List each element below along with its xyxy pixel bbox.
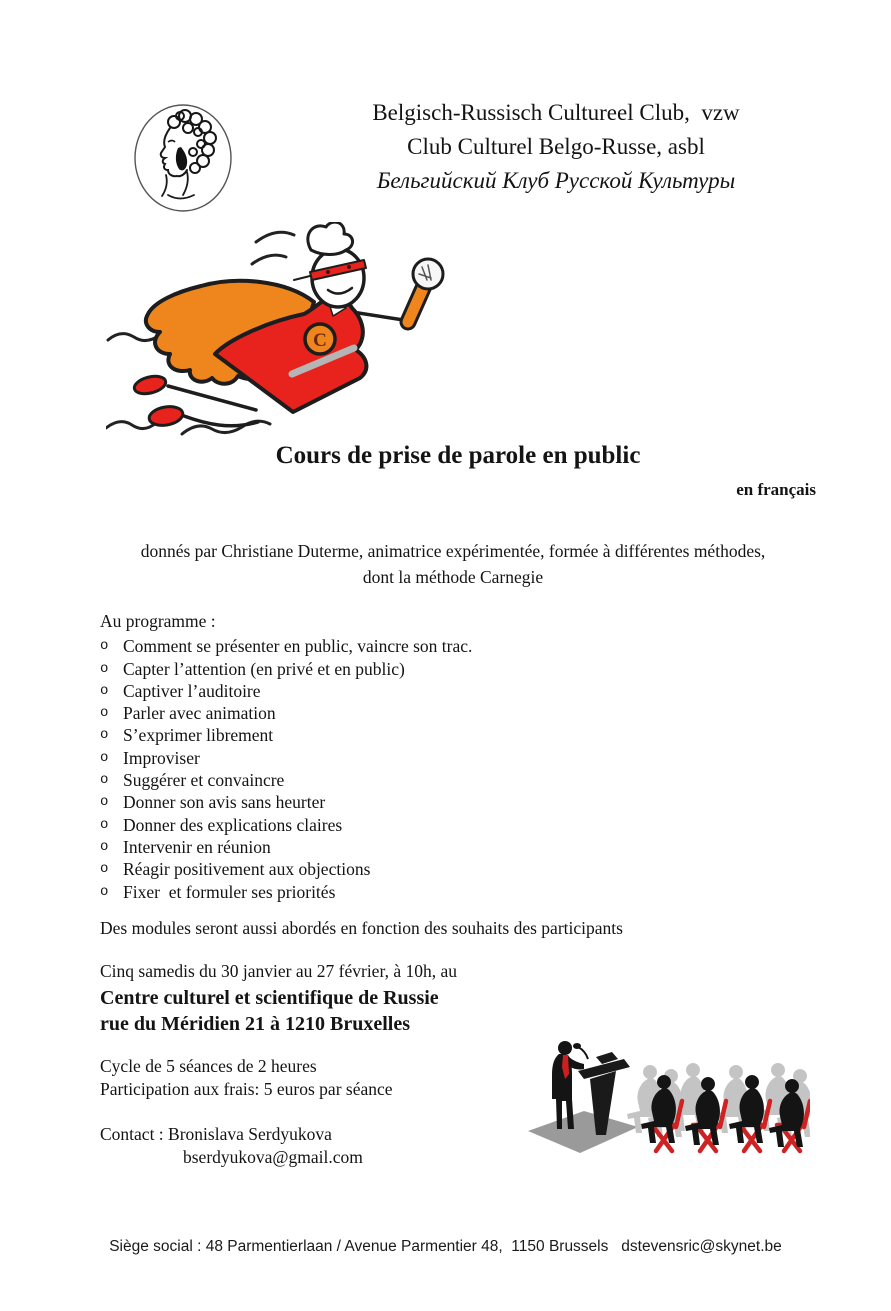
course-title: Cours de prise de parole en public [275,442,641,469]
programme-item-label: Comment se présenter en public, vaincre son trac. [123,636,473,657]
programme-item-label: Donner son avis sans heurter [123,792,326,813]
programme-item [100,635,472,657]
programme-item-label: Improviser [123,747,200,768]
language-note: en français [736,480,816,499]
circle-bullet-icon: o [100,772,109,789]
trainer-intro-line1: donnés par Christiane Duterme, animatrice expérimentée, formée à différentes méthodes, [140,541,766,561]
programme-item [100,858,472,880]
fee-info: Participation aux frais: 5 euros par séance [100,1079,393,1099]
programme-item [100,769,472,791]
cycle-info: Cycle de 5 séances de 2 heures [100,1056,317,1076]
contact-email: bserdyukova@gmail.com [183,1147,363,1167]
contact-name: Contact : Bronislava Serdyukova [100,1124,332,1144]
venue [100,985,439,1037]
circle-bullet-icon: o [100,727,109,744]
circle-bullet-icon: o [100,861,109,878]
superwoman-speaker-illustration [106,222,468,446]
trainer-intro-line2: dont la méthode Carnegie [362,567,544,587]
programme-item [100,680,472,702]
course-details [100,1055,393,1101]
club-name-russian: Бельгийский Клуб Русской Культуры [376,168,736,193]
programme-item-label: Suggérer et convaincre [123,770,285,791]
programme-item [100,658,472,680]
circle-bullet-icon: o [100,638,109,655]
club-name-dutch: Belgisch-Russisch Cultureel Club, vzw [372,100,740,125]
programme-item [100,814,472,836]
programme-item [100,836,472,858]
lecture-audience-illustration [524,1037,810,1155]
programme-heading: Au programme : [100,611,216,631]
club-logo-pushkin-portrait-icon [132,101,234,215]
programme-item [100,724,472,746]
circle-bullet-icon: o [100,883,109,900]
programme-item [100,702,472,724]
programme-item-label: Intervenir en réunion [123,836,271,857]
emblem-letter: C [313,330,327,351]
venue-address: rue du Méridien 21 à 1210 Bruxelles [100,1013,410,1035]
circle-bullet-icon: o [100,682,109,699]
programme-item-label: S’exprimer librement [123,725,274,746]
trainer-intro [85,538,821,590]
circle-bullet-icon: o [100,838,109,855]
circle-bullet-icon: o [100,660,109,677]
circle-bullet-icon: o [100,816,109,833]
programme-item-label: Capter l’attention (en privé et en public) [123,658,405,679]
circle-bullet-icon: o [100,794,109,811]
circle-bullet-icon: o [100,705,109,722]
programme-item [100,881,472,903]
programme-item-label: Donner des explications claires [123,814,343,835]
programme-item-label: Captiver l’auditoire [123,680,261,701]
programme-item-label: Fixer et formuler ses priorités [123,881,336,902]
club-names [300,96,812,198]
venue-name: Centre culturel et scientifique de Russie [100,987,439,1009]
circle-bullet-icon: o [100,749,109,766]
contact-block [100,1123,363,1169]
modules-note: Des modules seront aussi abordés en fonction des souhaits des participants [100,918,623,938]
club-name-french: Club Culturel Belgo-Russe, asbl [407,134,705,159]
footer-legal-address: Siège social : 48 Parmentierlaan / Avenue Parmentier 48, 1150 Brussels dstevensric@skynet.be [109,1238,782,1255]
programme-item-label: Réagir positivement aux objections [123,859,371,880]
programme-item-label: Parler avec animation [123,703,276,724]
programme-item [100,791,472,813]
programme-section [100,610,472,903]
schedule-line: Cinq samedis du 30 janvier au 27 février, à 10h, au [100,961,457,981]
programme-item [100,747,472,769]
